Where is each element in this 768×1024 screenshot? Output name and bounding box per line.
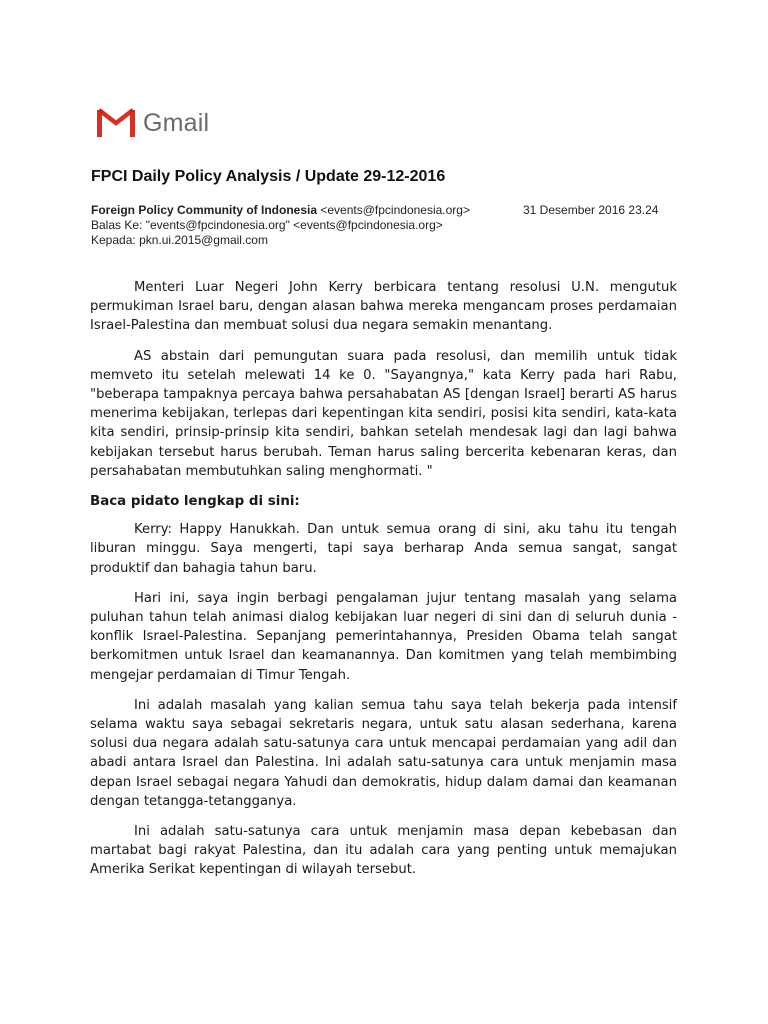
body-paragraph-5: Ini adalah masalah yang kalian semua tahu saya telah bekerja pada intensif selama waktu saya sebagai sekretaris negara, untuk satu alasan sederhana, karena solusi dua negara adalah satu-satunya cara untuk mencapai perdamaian yang adil dan abadi antara Israel dan Palestina. Ini adalah satu-satunya cara untuk menjamin masa depan Israel sebagai negara Yahudi dan demokratis, hidup dalam damai dan keamanan dengan tetangga-tetangganya. bbox=[90, 697, 677, 809]
to-label: Kepada: bbox=[91, 233, 136, 247]
reply-to-row bbox=[91, 218, 681, 233]
gmail-wordmark: Gmail bbox=[143, 108, 210, 137]
body-paragraph-4: Hari ini, saya ingin berbagi pengalaman jujur tentang masalah yang selama puluhan tahun telah animasi dialog kebijakan luar negeri di sini dan di seluruh dunia - konflik Israel-Palestina. Sepanjang pemerintahannya, Presiden Obama telah sangat berkomitmen untuk Israel dan keamanannya. Dan komitmen yang telah membimbing mengejar perdamaian di Timur Tengah. bbox=[90, 590, 677, 683]
reply-to-label: Balas Ke: bbox=[91, 218, 143, 232]
body-paragraph-6: Ini adalah satu-satunya cara untuk menjamin masa depan kebebasan dan martabat bagi rakyat Palestina, dan itu adalah cara yang penting untuk memajukan Amerika Serikat kepentingan di wilayah tersebut. bbox=[90, 824, 677, 878]
sender-name: Foreign Policy Community of Indonesia bbox=[91, 203, 318, 217]
body-paragraph-1: Menteri Luar Negeri John Kerry berbicara tentang resolusi U.N. mengutuk permukiman Israel baru, dengan alasan bahwa mereka mengancam proses perdamaian Israel-Palestina dan membuat solusi dua negara semakin menantang. bbox=[90, 280, 677, 334]
body-paragraph-3: Kerry: Happy Hanukkah. Dan untuk semua orang di sini, aku tahu itu tengah liburan minggu. Saya mengerti, tapi saya berharap Anda semua sangat, sangat produktif dan bahagia tahun baru. bbox=[90, 522, 677, 576]
gmail-logo bbox=[96, 106, 209, 140]
email-body bbox=[90, 278, 677, 891]
to-value: pkn.ui.2015@gmail.com bbox=[139, 233, 268, 247]
to-row bbox=[91, 233, 681, 248]
email-subject: FPCI Daily Policy Analysis / Update 29-12-2016 bbox=[91, 168, 446, 185]
from-row bbox=[91, 203, 681, 218]
sender-email: <events@fpcindonesia.org> bbox=[320, 203, 470, 217]
email-header bbox=[91, 203, 681, 248]
section-heading: Baca pidato lengkap di sini: bbox=[90, 494, 300, 510]
gmail-m-icon bbox=[96, 108, 136, 138]
email-date: 31 Desember 2016 23.24 bbox=[523, 203, 659, 217]
body-paragraph-2: AS abstain dari pemungutan suara pada resolusi, dan memilih untuk tidak memveto itu setelah melewati 14 ke 0. "Sayangnya," kata Kerry pada hari Rabu, "beberapa tampaknya percaya bahwa persahabatan AS [dengan Israel] berarti AS harus menerima kebijakan, terlepas dari kepentingan kita sendiri, posisi kita sendiri, kata-kata kita sendiri, prinsip-prinsip kita sendiri, bahkan setelah mendesak lagi dan lagi bahwa kebijakan tersebut harus berubah. Teman harus saling bercerita kebenaran keras, dan persahabatan membutuhkan saling menghormati. " bbox=[90, 348, 677, 479]
reply-to-value: "events@fpcindonesia.org" <events@fpcindonesia.org> bbox=[145, 218, 443, 232]
